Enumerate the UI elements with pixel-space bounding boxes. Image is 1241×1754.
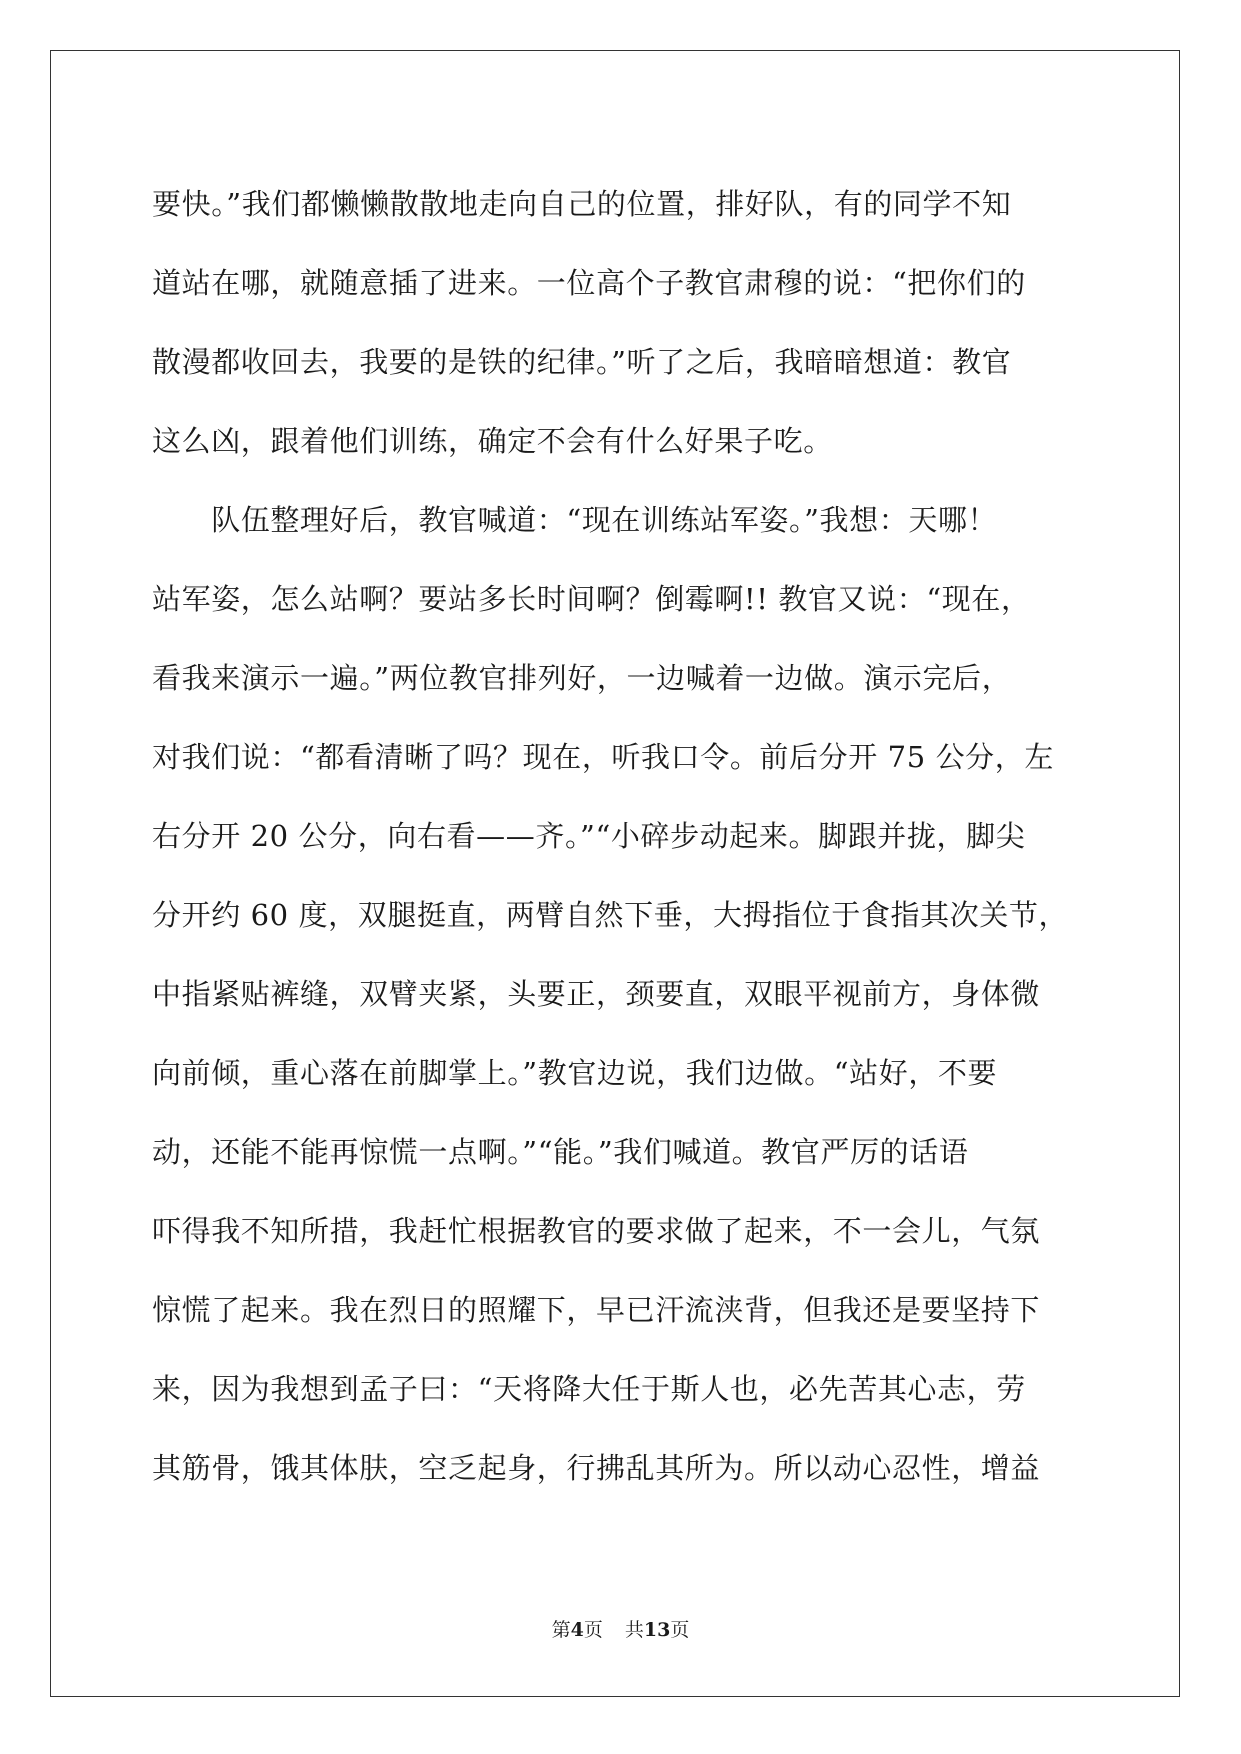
- text-line: 对我们说：“都看清晰了吗？现在，听我口令。前后分开 75 公分，左: [152, 740, 1054, 774]
- text-line: 队伍整理好后，教官喊道：“现在训练站军姿。”我想：天哪！: [152, 503, 998, 537]
- total-suffix: 页: [670, 1619, 690, 1641]
- text-line: 动，还能不能再惊慌一点啊。”“能。”我们喊道。教官严厉的话语: [152, 1135, 969, 1169]
- text-line: 吓得我不知所措，我赶忙根据教官的要求做了起来，不一会儿，气氛: [152, 1214, 1041, 1248]
- text-line: 惊慌了起来。我在烈日的照耀下，早已汗流浃背，但我还是要坚持下: [152, 1293, 1041, 1327]
- text-line: 站军姿，怎么站啊？要站多长时间啊？倒霉啊!! 教官又说：“现在，: [152, 582, 1031, 616]
- page-prefix: 第: [551, 1619, 571, 1641]
- text-line: 分开约 60 度，双腿挺直，两臂自然下垂，大拇指位于食指其次关节，: [152, 898, 1069, 932]
- text-line: 要快。”我们都懒懒散散地走向自己的位置，排好队，有的同学不知: [152, 187, 1012, 221]
- text-line: 其筋骨，饿其体肤，空乏起身，行拂乱其所为。所以动心忍性，增益: [152, 1451, 1041, 1485]
- page-footer: [0, 1618, 1241, 1642]
- text-line: 道站在哪，就随意插了进来。一位高个子教官肃穆的说：“把你们的: [152, 266, 1026, 300]
- total-prefix: 共: [624, 1619, 644, 1641]
- text-line: 看我来演示一遍。”两位教官排列好，一边喊着一边做。演示完后，: [152, 661, 1012, 695]
- text-line: 来，因为我想到孟子曰：“天将降大任于斯人也，必先苦其心志，劳: [152, 1372, 1026, 1406]
- text-line: 向前倾，重心落在前脚掌上。”教官边说，我们边做。“站好，不要: [152, 1056, 998, 1090]
- page-suffix: 页: [583, 1619, 603, 1641]
- page-number: 4: [570, 1619, 584, 1641]
- text-line: 这么凶，跟着他们训练，确定不会有什么好果子吃。: [152, 424, 833, 458]
- text-line: 中指紧贴裤缝，双臂夹紧，头要正，颈要直，双眼平视前方，身体微: [152, 977, 1041, 1011]
- total-pages: 13: [643, 1619, 671, 1641]
- text-line: 右分开 20 公分，向右看——齐。”“小碎步动起来。脚跟并拢，脚尖: [152, 819, 1026, 853]
- text-line: 散漫都收回去，我要的是铁的纪律。”听了之后，我暗暗想道：教官: [152, 345, 1012, 379]
